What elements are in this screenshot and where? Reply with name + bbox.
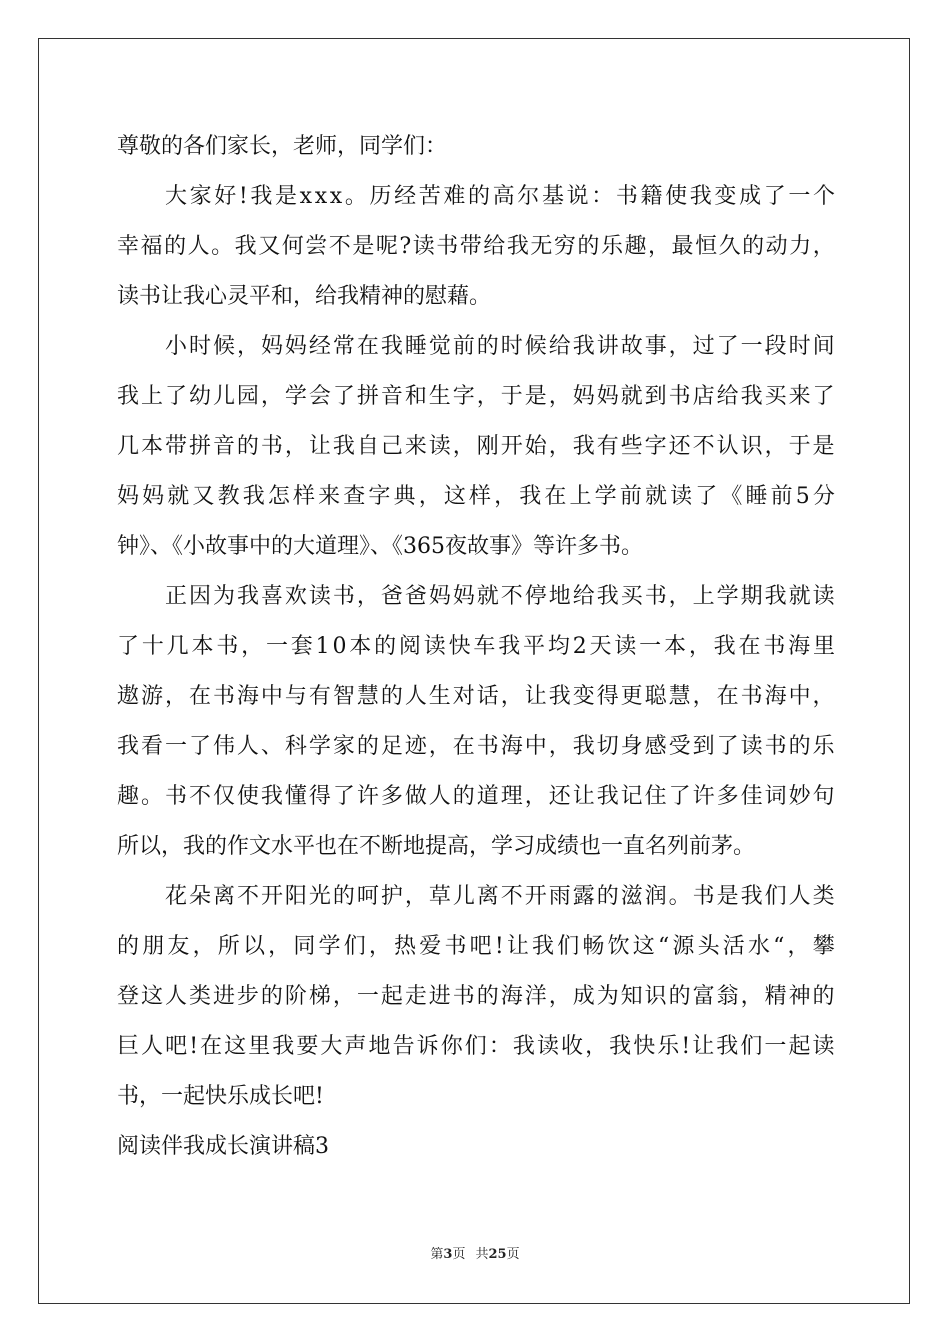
paragraph-3-line-5: 所以，我的作文水平也在不断地提高，学习成绩也一直名列前茅。 (117, 834, 756, 859)
page-footer (0, 1243, 950, 1262)
document-body (117, 128, 835, 1178)
paragraph-3-line-0: 正 因 为 我 喜 欢 读 书 ， 爸 爸 妈 妈 就 不 停 地 给 我 买 书 ， 上 学 期 我 就 读 (165, 584, 835, 609)
paragraph-4-line-0: 花 朵 离 不 开 阳 光 的 呵 护 ， 草 儿 离 不 开 雨 露 的 滋 润 。 书 是 我 们 人 类 (165, 884, 835, 909)
paragraph-2-line-2: 几 本 带 拼 音 的 书 ， 让 我 自 己 来 读 ， 刚 开 始 ， 我 有 些 字 还 不 认 识 ， 于 是 (117, 434, 835, 459)
paragraph-0-line-0: 尊敬的各们家长，老师，同学们： (117, 134, 448, 159)
paragraph-1-line-1: 幸 福 的 人 。 我 又 何 尝 不 是 呢 ? 读 书 带 给 我 无 穷 的 乐 趣 ， 最 恒 久 的 动 力 ， (117, 234, 835, 259)
paragraph-2-line-1: 我 上 了 幼 儿 园 ， 学 会 了 拼 音 和 生 字 ， 于 是 ， 妈 妈 就 到 书 店 给 我 买 来 了 (117, 384, 835, 409)
footer-page-prefix: 第 (430, 1247, 444, 1262)
paragraph-4-line-1: 的 朋 友 ， 所 以 ， 同 学 们 ， 热 爱 书 吧 ! 让 我 们 畅 饮 这 “ 源 头 活 水 “ ， 攀 (117, 934, 835, 959)
footer-page-suffix: 页 (452, 1247, 466, 1262)
paragraph-5-line-0: 阅读伴我成长演讲稿3 (117, 1134, 329, 1159)
paragraph-3-line-4: 趣 。 书 不 仅 使 我 懂 得 了 许 多 做 人 的 道 理 ， 还 让 我 记 住 了 许 多 佳 词 妙 句 (117, 784, 835, 809)
paragraph-3-line-2: 遨 游 ， 在 书 海 中 与 有 智 慧 的 人 生 对 话 ， 让 我 变 得 更 聪 慧 ， 在 书 海 中 ， (117, 684, 835, 709)
paragraph-4-line-3: 巨 人 吧 ! 在 这 里 我 要 大 声 地 告 诉 你 们 ： 我 读 收 ， 我 快 乐 ! 让 我 们 一 起 读 (117, 1034, 835, 1059)
paragraph-3-line-3: 我 看 一 了 伟 人 、 科 学 家 的 足 迹 ， 在 书 海 中 ， 我 切 身 感 受 到 了 读 书 的 乐 (117, 734, 835, 759)
paragraph-4-line-4: 书，一起快乐成长吧! (117, 1084, 324, 1109)
footer-page-number: 3 (443, 1247, 453, 1262)
paragraph-2-line-4: 钟》、《小故事中的大道理》、《365夜故事》等许多书。 (117, 534, 643, 559)
paragraph-3-line-1: 了 十 几 本 书 ， 一 套 1 0 本 的 阅 读 快 车 我 平 均 2 天 读 一 本 ， 我 在 书 海 里 (117, 634, 835, 659)
footer-total-suffix: 页 (506, 1247, 520, 1262)
paragraph-4-line-2: 登 这 人 类 进 步 的 阶 梯 ， 一 起 走 进 书 的 海 洋 ， 成 为 知 识 的 富 翁 ， 精 神 的 (117, 984, 835, 1009)
paragraph-1-line-0: 大 家 好 ! 我 是 x x x 。 历 经 苦 难 的 高 尔 基 说 ： 书 籍 使 我 变 成 了 一 个 (165, 184, 835, 209)
footer-total-prefix: 共 (475, 1247, 489, 1262)
paragraph-2-line-0: 小 时 候 ， 妈 妈 经 常 在 我 睡 觉 前 的 时 候 给 我 讲 故 事 ， 过 了 一 段 时 间 (165, 334, 835, 359)
footer-total-pages: 25 (488, 1247, 507, 1262)
paragraph-1-line-2: 读书让我心灵平和，给我精神的慰藉。 (117, 284, 492, 309)
paragraph-2-line-3: 妈 妈 就 又 教 我 怎 样 来 查 字 典 ， 这 样 ， 我 在 上 学 前 就 读 了 《 睡 前 5 分 (117, 484, 835, 509)
